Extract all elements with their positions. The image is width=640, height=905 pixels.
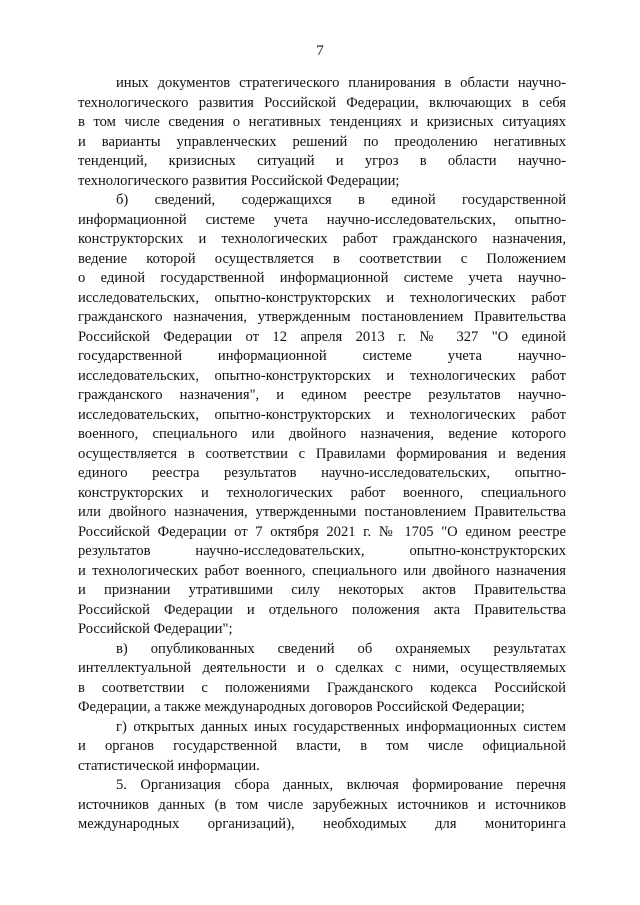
text-line: и технологических работ военного, специального или двойного назначения — [78, 562, 566, 579]
document-body — [78, 74, 566, 835]
text-line: конструкторских и технологических работ гражданского назначения, — [78, 231, 566, 247]
text-line: исследовательских, опытно-конструкторских и технологических работ — [78, 289, 566, 306]
text-line: информационной системе учета научно-исследовательских, опытно- — [78, 211, 566, 228]
text-line: источников данных (в том числе зарубежных источников и источников — [78, 796, 566, 813]
text-line: 5. Организация сбора данных, включая формирование перечня — [116, 777, 566, 793]
text-line: в том числе сведения о негативных тенденциях и кризисных ситуациях — [78, 114, 566, 130]
text-line: Российской Федерации от 7 октября 2021 г. № 1705 "О едином реестре — [78, 523, 566, 540]
text-line: конструкторских и технологических работ военного, специального — [78, 484, 566, 501]
text-line: г) открытых данных иных государственных информационных систем — [116, 718, 566, 735]
text-line: о единой государственной информационной системе учета научно- — [78, 270, 566, 286]
text-line: исследовательских, опытно-конструкторских и технологических работ — [78, 367, 566, 384]
text-line: результатов научно-исследовательских, опытно-конструкторских — [78, 543, 566, 559]
text-line: единого реестра результатов научно-исследовательских, опытно- — [78, 465, 566, 481]
text-line: Российской Федерации от 12 апреля 2013 г. № 327 "О единой — [78, 328, 566, 345]
page-number: 7 — [316, 43, 324, 59]
text-line: государственной информационной системе учета научно- — [78, 348, 566, 364]
text-line: Российской Федерации"; — [78, 621, 233, 637]
text-line: исследовательских, опытно-конструкторских и технологических работ — [78, 406, 566, 423]
text-line: военного, специального или двойного назначения, ведение которого — [78, 426, 566, 442]
text-line: или двойного назначения, утвержденными постановлением Правительства — [78, 504, 566, 520]
text-line: иных документов стратегического планирования в области научно- — [116, 75, 566, 91]
text-line: технологического развития Российской Федерации; — [78, 172, 400, 189]
text-line: и варианты управленческих решений по преодолению негативных — [78, 133, 566, 150]
text-line: тенденций, кризисных ситуаций и угроз в области научно- — [78, 153, 566, 169]
text-line: интеллектуальной деятельности и о сделках с ними, осуществляемых — [78, 660, 566, 676]
text-line: Российской Федерации и отдельного положения акта Правительства — [78, 601, 566, 618]
text-line: и признании утратившими силу некоторых актов Правительства — [78, 582, 566, 598]
text-line: гражданского назначения", и едином реестре результатов научно- — [78, 387, 566, 403]
text-line: ведение которой осуществляется в соответствии с Положением — [78, 250, 566, 267]
text-line: международных организаций), необходимых для мониторинга — [78, 816, 566, 832]
text-line: и органов государственной власти, в том числе официальной — [78, 738, 566, 754]
text-line: в) опубликованных сведений об охраняемых результатах — [116, 640, 566, 657]
text-line: технологического развития Российской Федерации, включающих в себя — [78, 94, 566, 111]
text-line: Федерации, а также международных договоров Российской Федерации; — [78, 699, 525, 715]
text-line: статистической информации. — [78, 757, 260, 774]
text-line: б) сведений, содержащихся в единой государственной — [116, 192, 566, 208]
text-line: осуществляется в соответствии с Правилами формирования и ведения — [78, 445, 566, 462]
text-line: гражданского назначения, утвержденным постановлением Правительства — [78, 309, 566, 325]
text-line: в соответствии с положениями Гражданского кодекса Российской — [78, 679, 566, 696]
